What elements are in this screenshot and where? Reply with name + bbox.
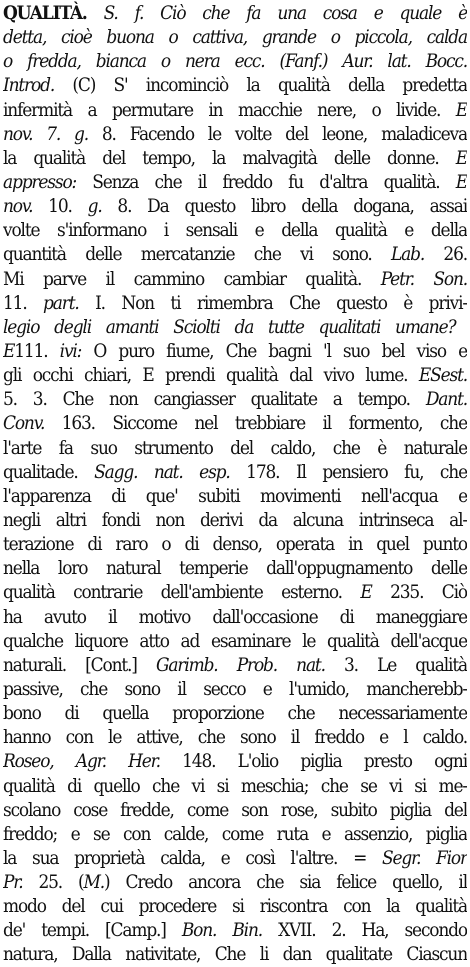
body-text: l'arte fa suo strumento del caldo, che è naturale	[3, 436, 467, 459]
headword: QUALITÀ.	[3, 2, 87, 24]
citation-text: Roseo, Agr. Her.	[3, 750, 160, 773]
body-text: la qualità del tempo, la malvagità delle donne.	[3, 146, 456, 169]
citation-text: nov. 7. g.	[3, 122, 88, 145]
body-text: volte s'informano i sensali e della qualità e della	[3, 219, 467, 242]
body-text: 11.	[3, 291, 44, 314]
body-text: Senza che il freddo fu d'altra qualità.	[76, 170, 456, 193]
citation-text: E	[455, 170, 467, 193]
text-line	[3, 653, 467, 677]
body-text: 8. Facendo le volte del leone, maladiceva	[88, 122, 467, 145]
body-text: gli occhi chiari, E prendi qualità dal vivo lume.	[3, 364, 419, 387]
body-text: freddo; e se con calde, come ruta e assenzio, piglia	[3, 822, 467, 845]
citation-text: Introd.	[3, 74, 55, 97]
body-text: I. Non ti rimembra Che questo è privi-	[78, 291, 467, 314]
text-line	[3, 629, 467, 653]
text-line	[3, 580, 467, 604]
body-text: qualità di quello che vi si meschia; che se vi si me-	[3, 774, 467, 797]
body-text: 3. Le qualità	[324, 653, 467, 676]
citation-text: ivi:	[59, 339, 82, 362]
text-line	[3, 146, 467, 170]
text-line	[3, 218, 467, 242]
body-text: bono di quella proporzione che necessariamente	[3, 702, 467, 725]
text-line	[3, 315, 467, 339]
body-text: naturali. [Cont.]	[3, 653, 156, 676]
citation-text: E	[3, 339, 15, 362]
body-text: qualitade.	[3, 460, 95, 483]
text-line	[3, 942, 467, 966]
body-text: de' tempi. [Camp.]	[3, 919, 182, 942]
citation-text: Pr.	[3, 871, 23, 894]
citation-text: Garimb. Prob. nat.	[155, 653, 325, 676]
text-line	[3, 918, 467, 942]
citation-text: appresso:	[3, 170, 77, 193]
body-text: (C) S' incominciò la qualità della predetta	[54, 74, 467, 97]
body-text: ha avuto il motivo dall'occasione di maneggiare	[3, 605, 467, 628]
text-line	[3, 170, 467, 194]
body-text: Mi parve il cammino cambiar qualità.	[3, 267, 381, 290]
body-text: 111.	[14, 339, 60, 362]
citation-text: Bon. Bin.	[181, 919, 263, 942]
text-line	[3, 846, 467, 870]
text-line	[3, 749, 467, 773]
citation-text: S. f. Ciò che fa una cosa e quale è	[103, 2, 467, 24]
body-text: 10.	[32, 195, 88, 218]
citation-text: Segr. Fior	[381, 846, 467, 869]
body-text: 178. Il pensiero fu, che	[229, 460, 467, 483]
body-text: quantità delle mercatanzie che vi sono.	[3, 243, 391, 266]
body-text: l'apparenza di que' subiti movimenti nell'acqua e	[3, 484, 467, 507]
text-line	[3, 460, 467, 484]
body-text: modo del cui procedere si riscontra con la qualità	[3, 895, 467, 918]
text-line	[3, 363, 467, 387]
citation-text: Dant.	[425, 388, 467, 411]
text-line	[3, 798, 467, 822]
body-text: nella loro natural temperie dall'oppugnamento delle	[3, 557, 467, 580]
citation-text: E	[455, 98, 467, 121]
text-line	[3, 1, 467, 25]
body-text: scolano cose fredde, come son rose, subito piglia del	[3, 798, 467, 821]
body-text: XVII. 2. Ha, secondo	[262, 919, 467, 942]
body-text: qualità contrarie dell'ambiente esterno.	[3, 581, 361, 604]
body-text: 163. Siccome nel trebbiare il formento, che	[44, 412, 467, 435]
text-line	[3, 73, 467, 97]
citation-text: legio degli amanti Sciolti da tutte qualitati umane?	[3, 315, 456, 338]
body-text: negli altri fondi non derivi da alcuna intrinseca al-	[3, 508, 467, 531]
body-text: 5. 3. Che non cangiasser qualitate a tempo.	[3, 388, 426, 411]
text-line	[3, 267, 467, 291]
citation-text: E	[455, 146, 467, 169]
body-text: 235. Ciò	[371, 581, 467, 604]
text-line	[3, 194, 467, 218]
text-line	[3, 701, 467, 725]
text-line	[3, 532, 467, 556]
text-line	[3, 25, 467, 49]
body-text: natura, Dalla nativitate, Che li dan qualitate Ciascun	[3, 943, 467, 966]
text-line	[3, 122, 467, 146]
body-text: ) Credo ancora che sia felice quello, il	[104, 871, 467, 894]
text-line	[3, 508, 467, 532]
text-line	[3, 870, 467, 894]
body-text	[87, 2, 104, 24]
text-line	[3, 774, 467, 798]
body-text: 25. (	[22, 871, 84, 894]
body-text: infermità a permutare in macchie nere, o livide.	[3, 98, 456, 121]
citation-text: Lab.	[390, 243, 425, 266]
citation-text: part.	[43, 291, 79, 314]
body-text: hanno con le attive, che sono il freddo e l caldo.	[3, 726, 467, 749]
text-line	[3, 242, 467, 266]
text-line	[3, 677, 467, 701]
body-text: qualche liquore atto ad esaminare le qualità dell'acque	[3, 629, 467, 652]
text-line	[3, 436, 467, 460]
text-line	[3, 387, 467, 411]
text-line	[3, 725, 467, 749]
text-line	[3, 484, 467, 508]
body-text: 26.	[424, 243, 467, 266]
citation-text: Petr. Son.	[380, 267, 467, 290]
citation-text: M.	[83, 871, 105, 894]
text-line	[3, 822, 467, 846]
text-line	[3, 98, 467, 122]
citation-text: o fredda, bianca o nera ecc. (Fanf.) Aur. lat. Bocc.	[3, 50, 467, 73]
citation-text: g.	[87, 195, 102, 218]
body-text: 8. Da questo libro della dogana, assai	[101, 195, 467, 218]
body-text: 148. L'olio piglia presto ogni	[159, 750, 467, 773]
citation-text: Conv.	[3, 412, 45, 435]
text-line	[3, 556, 467, 580]
citation-text: E	[360, 581, 372, 604]
body-text: O puro fiume, Che bagni 'l suo bel viso e	[81, 339, 467, 362]
text-line	[3, 339, 467, 363]
entry-qualita	[3, 1, 467, 967]
citation-text: Sagg. nat. esp.	[94, 460, 230, 483]
body-text: la sua proprietà calda, e così l'altre. =	[3, 846, 382, 869]
text-line	[3, 291, 467, 315]
citation-text: ESest.	[418, 364, 467, 387]
body-text: terazione di raro o di denso, operata in quel punto	[3, 533, 467, 556]
text-line	[3, 411, 467, 435]
citation-text: detta, cioè buona o cattiva, grande o piccola, calda	[3, 26, 467, 49]
text-line	[3, 894, 467, 918]
body-text: passive, che sono il secco e l'umido, mancherebb-	[3, 677, 467, 700]
citation-text: nov.	[3, 195, 33, 218]
text-line	[3, 605, 467, 629]
text-line	[3, 49, 467, 73]
